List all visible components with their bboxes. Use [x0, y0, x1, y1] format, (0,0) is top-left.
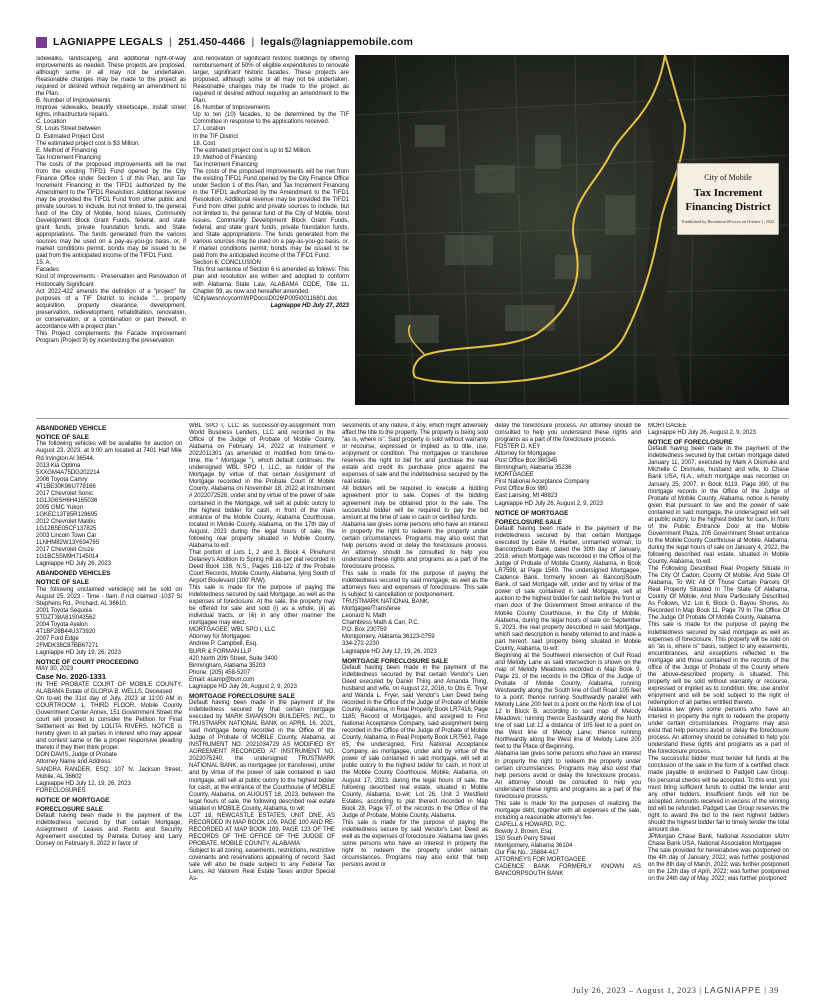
legal-text-line: Subject to all zoning, easements, restrictions, restrictive covenants and reservations appearing of record. Said sale will also be made subject to any Federal Tax Liens, Ad Valorem Real Estate Taxes and/or Special As- — [189, 847, 335, 883]
legal-text-line: The following unclaimed vehicle(s) will be sold on August 25, 2023 - Time - 9am, if not claimed -1037 St Stephens Rd., Prichard, AL 36610. — [36, 586, 182, 607]
legal-text-line: Default having been made in the payment of the indebtedness secured by that certain Vendor's Lien Deed executed by Daniel Thing and Amanda Thing, husband and wife, on August 22, 2016, to Otis E. Tryer and Wanda L. Fryer, said Vendor's Lien Deed being recorded in the Office of the Judge of Probate of Mobile County, Alabama, in Real Property Book LR7416, Page 1185; Record of Mortgages, and assigned to First National Acceptance Company, said assignment being recorded in the Office of the Judge of Probate of Mobile County, Alabama, in Real Property Book LR7561, Page 85, the undersigned, First National Acceptance Company, as mortgagee, under and by virtue of the power of sale contained in said mortgage, will sell at public outcry to the highest bidder for cash, in front of the Mobile County Courthouse, Mobile, Alabama, on August 17, 2023, during the legal hours of sale, the following described real estate, situated in Mobile County, Alabama, to-wit: Lot 26, Unit 2 Westfield Estates, according to plat thereof recorded in Map Book 28, Page 97, of the records in the Office of the Judge of Probate, Mobile County, Alabama. — [342, 664, 488, 819]
legal-text-line: Default having been made in the payment of the indebtedness secured by that certain mortgage dated January 11, 2007, executed by Mark A Dismuke and Michelle C Dismuke, husband and wife, to Chase Bank USA, N.A., which mortgage was recorded on January 25, 2007, in Book 6119, Page 390, of the mortgage records in the Office of the Judge of Probate of Mobile County, Alabama, notice is hereby given that pursuant to law and the power of sale contained in said mortgage, the undersigned will sell at public outcry, to the highest bidder for cash, in front of the Public Entrance Door at the Mobile Government Plaza, 205 Government Street entrance to the Mobile County Courthouse at Mobile, Alabama, during the legal hours of sale on January 4, 2022, the following described real estate, situated in Mobile County, Alabama, to-wit: — [648, 446, 789, 566]
legal-text-line: The successful bidder must tender full funds at the conclusion of the sale in the form of a certified check made payable or endorsed to Padgett Law Group. No personal checks will be accepted. To this end, you must bring sufficient funds to outbid the lender and any other bidders. Insufficient funds will not be accepted. Amounts received in excess of the winning bid will be refunded. Padgett Law Group reserves the right to award the bid to the next highest bidders should the highest bidder fail to timely tender the total amount due. — [648, 756, 789, 833]
legal-text-line: CAPELL & HOWARD, P.C. — [495, 821, 566, 828]
legal-text-line: 5TDZT38A81S043562 — [36, 614, 96, 621]
legal-text-line: \\Citylawsrv\cycom\WPDocs\D026\P005\00116801.doc — [193, 295, 338, 302]
legal-text-line: Lagniappe HD July 12, 19, 26, 2023 — [36, 780, 131, 787]
legal-text-line: This sale is made for the purposes of realizing the mortgage debt, together with all expenses of the sale, including a reasonable attorney's fee. — [495, 800, 641, 821]
legal-text-line: MORTGAGEE — [495, 472, 534, 479]
case-number: Case No. 2020-1331 — [36, 672, 107, 682]
notice-heading: NOTICE OF MORTGAGE — [36, 796, 110, 804]
footer-dates: July 26, 2023 – August 1, 2023 — [572, 985, 697, 995]
legal-text-line: The costs of the proposed improvements will be met from the existing TIFD1 Fund opened by the City Finance Office under Section 1 of this Plan, and Tax Increment Financing in the TIFD1 authorized by the Amendment to the TIFD1 Resolution. Additional revenue may be provided the TIFD1 Fund from other public and private sources to include, but not limited to, the general fund of the City of Mobile, bond issues, Community Development Block Grant Funds, federal, and state grant funds, private foundation funds, and State appropriations. The funds generated from the various sources may be used on a pay-as-you-go basis, or, if market conditions permit, bonds may be issued to be paid from the anticipated income of the TIFD1 Fund. — [36, 161, 186, 260]
legal-text-line: The estimated project cost is up to $2 Million. — [193, 147, 312, 154]
section-marker — [36, 37, 47, 48]
legal-text-line: The sale provided for hereinabove was postponed on the 4th day of January, 2022; was further postponed on the 8th day of March, 2022; was further postponed on the 12th day of April, 2022; was further postponed on the 24th day of May, 2022; was further postponed — [648, 847, 789, 883]
notice-heading: MORTGAGE FORECLOSURE SALE — [342, 657, 448, 665]
legal-text-line: 2017 Chevrolet Cruze — [36, 547, 94, 554]
legal-text-line: This sale is made for the purpose of paying the indebtedness secured by said Mortgage, as well as the expenses of foreclosure. At the sale, the property may be offered for sale and sold (i) as a whole, (ii) as individual tracts, or (iii) in any other manner the mortgagee may elect. — [189, 585, 335, 627]
notice-heading: ABANDONED VEHICLE — [36, 425, 107, 432]
notice-heading: MORTGAGE FORECLOSURE SALE — [189, 692, 295, 700]
legal-text-line: SANDRA RANDER, ESQ. 107 N. Jackson Street, Mobile, AL 36602 — [36, 766, 182, 780]
legal-text-line: FORECLOSURES — [36, 787, 86, 794]
header-phone: 251.450-4466 — [178, 36, 246, 48]
legal-text-line: Facades — [36, 267, 59, 274]
legal-column-4 — [495, 423, 641, 978]
legal-text-line: Lagniappe HD July 26, August 2, 9, 2023 — [648, 430, 756, 437]
map-legend-title: City of Mobile — [704, 173, 752, 182]
legal-text-line: FOSTER D. KEY — [495, 444, 541, 451]
legal-column-5 — [648, 423, 789, 978]
header-separator-2: | — [251, 36, 255, 48]
legal-text-line: 2FMDK38C87BB67271 — [36, 643, 99, 650]
legal-text-line: Mortgagee/Transferee — [342, 606, 401, 613]
legal-text-line: 19. Method of Financing — [193, 154, 257, 161]
legal-text-line: 2013 Kia Optima — [36, 462, 81, 469]
legal-column-top-middle — [193, 56, 349, 414]
notice-heading: FORECLOSURE SALE — [495, 518, 563, 526]
footer-brand: LAGNIAPPE — [704, 985, 762, 995]
legal-text-line: Birmingham, Alabama 35236 — [495, 465, 572, 472]
legal-text-line: The estimated project cost is $3 Million. — [36, 140, 140, 147]
legal-text-line: Lagniappe HD July 26, 2023 — [36, 561, 112, 568]
legal-text-line: Lagniappe HD July 12, 19, 26, 2023 — [342, 648, 437, 655]
legal-column-2 — [189, 423, 335, 978]
legal-text-line: CADENCE BANK FORMERLY KNOWN AS BANCORPSOUTH BANK — [495, 864, 641, 878]
legal-text-line: MORTGAGEE — [648, 423, 687, 429]
legal-text-line: Beginning at the Southwest intersection of Gulf Road and Melody Lane as said intersection is shown on the map of Melody Meadows recorded in Map Book 9, Page 23, of the records in the Office of the Judge of Probate of Mobile County, Alabama, running Westwardly along the South line of Gulf Road 105 feet to a point; thence running Southwardly parallel with Melody Lane 200 feet to a point on the North line of Lot 12 in Block B, according to said map of Melody Meadows; running thence Eastwardly along the North line of said Lot 12 a distance of 105 feet to a point on the West line of Melody Lane; thence running Northwardly along the West line of Melody Lane 200 feet to the Place of Beginning. — [495, 652, 641, 751]
legal-text-line: Attorney for Mortgagee — [495, 451, 556, 458]
header-email: legals@lagniappemobile.com — [260, 36, 414, 48]
legal-text-line: 2017 Chevrolet Sonic — [36, 490, 93, 497]
legal-text-line: 2007 Ford Edge — [36, 635, 79, 642]
notice-heading: FORECLOSURE SALE — [36, 805, 104, 813]
legal-text-line: This first sentence of Section 6 is amended as follows: This plan and resolution are written and adopted to conform with Alabama State Law, ALABAMA CODE, Title 11, Chapter 99, as now and hereafter amended. — [193, 267, 349, 295]
notice-heading: NOTICE OF FORECLOSURE — [648, 439, 733, 447]
legal-text-line: Attorney for Mortgagee: — [189, 634, 252, 641]
legal-text-line: 4T1BF28B44U373920 — [36, 628, 96, 635]
legal-text-line: The costs of the proposed improvements will be met from the existing TIFD1 Fund opened by the City Finance Office under Section 1 of this Plan, and Tax Increment Financing in the TIFD1 authorized by the Amendment to the TIFD1 Resolution. Additional revenue may be provided the TIFD1 Fund from other public and private sources to include, but not limited to, the general fund of the City of Mobile, bond issues, Community Development Block Grant Funds, federal, and state grant funds, private foundation funds, and State appropriations. The funds generated from the various sources may be used on a pay-as-you-go basis, or, if market conditions permit, bonds may be issued to be paid from the anticipated income of the TIFD1 Fund. — [193, 168, 349, 260]
notice-heading: NOTICE OF COURT PROCEEDING — [36, 659, 139, 667]
legal-column-3 — [342, 423, 488, 978]
legal-text-line: Alabama law gives some persons who have an interest in property the right to redeem the property under certain circumstances. Programs may also exist that help persons avoid or delay the foreclosure process. An attorney should be consulted to help you understand these rights and programs as a part of the foreclosure process. — [495, 751, 641, 800]
legal-text-line: and renovation of significant historic buildings by offering reimbursement of 50% of eligible expenditures to renovate larger, significant historic facades. These projects are proposed, although some or all may not be undertaken. Reasonable changes may be made to the project as required or desired without requiring an amendment to the Plan. — [193, 56, 349, 105]
legal-text-line: Lagniappe HD July 26, August 2, 9, 2023 — [189, 683, 297, 690]
legal-text-line: delay the foreclosure process. An attorney should be consulted to help you understand these rights and programs as a part of the foreclosure process. — [495, 423, 641, 444]
legal-text-line: Andrew P. Campbell, Esq. — [189, 641, 258, 648]
legal-text-line: 150 South Perry Street — [495, 836, 556, 843]
legal-text-line: LOT 18, NEWCASTLE ESTATES, UNIT ONE, AS RECORDED IN MAP BOOK 109, PAGE 100 AND RE-RECORDED AT MAP BOOK 109, PAGE 123 OF THE RECORDS OF THE OFFICE OF THE JUDGE OF PROBATE, MOBILE COUNTY, ALABAMA — [189, 812, 335, 847]
page-header — [36, 34, 413, 50]
legal-text-line: Up to ten (10) facades, to be determined by the TIF Committee in response to the applications received. — [193, 112, 349, 126]
legal-text-line: Tax Increment Financing — [193, 161, 258, 168]
section-title: LAGNIAPPE LEGALS — [53, 36, 163, 48]
page-footer — [572, 985, 779, 995]
map-legend-note: Established by Resolution 60-xxxx on October 1, 2022 — [681, 219, 775, 224]
legal-text-line: Attorney Name and Address: — [36, 759, 113, 766]
legal-column-top-left — [36, 56, 186, 414]
legal-text-line: 18. Cost — [193, 140, 216, 147]
legal-text-line: Post Office Box 980 — [495, 486, 548, 493]
legal-text-line: This sale is made for the purpose of paying the indebtedness secured by said mortgage as well as expenses of foreclosure. This property will be sold on an "as is, where is" basis, subject to any easements, encumbrances, and exceptions reflected in the mortgage and those contained in the records of the office of the Judge of Probate of the County where the above-described property is situated. This property will be sold without warranty or recourse, expressed or implied as to condition, title, use and/or enjoyment and will be sold subject to the right of redemption of all parties entitled thereto. — [648, 622, 789, 706]
legal-text-line: 1LNHM82W13Y634765 — [36, 540, 100, 547]
legal-text-line: 4T1BE30K96U778166 — [36, 483, 96, 490]
legal-text-line: TRUSTMARK NATIONAL BANK, — [342, 599, 430, 606]
legal-text-line: This sale is made for the purpose of paying the indebtedness secured by said mortgage, as well as the attorneys fees and expenses of foreclosure. This sale is subject to cancellation or postponement. — [342, 570, 488, 599]
legal-text-line: 2003 Lincoln Town Car — [36, 533, 97, 540]
legal-text-line: Phone: (205) 458-5207 — [189, 669, 251, 676]
legal-text-line: WBL SPO I, LLC as successor-by-assignment from World Business Lenders, LLC and recorded in the Office of the Judge of Probate of Mobile County, Alabama on February 14, 2022 at Instrument # 2022011301 (as amended or modified from time-to-time, the " Mortgage "), which default continues, the undersigned WBL SPO I, LLC, as holder of the Mortgage by virtue of that certain Assignment of Mortgage recorded in the Probate Court of Mobile County, Alabama on November 18, 2022 at Instrument # 2022072528, under and by virtue of the power of sale contained in the Mortgage, will sell at public outcry to the highest bidder for cash, in front of the main entrance of the Mobile County, Alabama Courthouse, located in Mobile County, Alabama, on the 17th day of August, 2023 during the legal hours of sale, the following real property situated in Mobile County, Alabama to-wit: — [189, 423, 335, 549]
legal-text-line: That portion of Lots 1, 2 and 3, Block 4, Pinehurst Delaney's Addition to Spring Hill as per plat recorded in Deed Book 138, N.S., Pages 118-122 of the Probate Court Records, Mobile County, Alabama, lying South of Airport Boulevard (100' R/W). — [189, 549, 335, 585]
legal-text-line: Act 2022-422 amends the definition of a "project" for purposes of a TIF District to include "... property acquisition, property clearance, development, preservation, redevelopment, rehabilitation, renovation, or conservation, or a combination or part thereof, in accordance with a project plan." — [36, 288, 186, 330]
legal-text-line: E. Method of Financing — [36, 147, 98, 154]
legal-text-line: St. Louis Street between — [36, 126, 101, 133]
legal-text-line: Alabama law gives some persons who have an interest in property the right to redeem the property under certain circumstances. Programs may also exist that help persons avoid or delay the foreclosure process. An attorney should be consulted to help you understand these rights and programs as a part of the foreclosure process. — [342, 521, 488, 570]
legal-text-line: MAY 30, 2023 — [36, 666, 74, 673]
legal-text-line: DON DAVIS, Judge of Probate — [36, 752, 117, 759]
legal-text-line: BURR & FORMAN LLP — [189, 648, 252, 655]
legal-text-line: This Project complements the Facade Improvement Program (Project 9) by incentivizing the preservation — [36, 330, 186, 344]
legal-text-line: 5XXGM4A75DG202214 — [36, 469, 100, 476]
map-legend-subtitle-1: Tax Increment — [693, 187, 763, 199]
legal-text-line: MORTGAGEE: WBL SPO I, LLC — [189, 627, 276, 634]
legal-text-line: 420 North 20th Street, Suite 3400 — [189, 655, 278, 662]
legal-text-line: East Lansing, MI 48823 — [495, 493, 558, 500]
legal-text-line: The following vehicles will be available for auction on August 23, 2023, at 9:00 am located at 7401 Half Mile Rd Irvington Al 36544. — [36, 441, 182, 462]
legal-text-line: sessments of any nature, if any, which might adversely affect the title to the property. The property is being sold "as is, where is". Said property is sold without warranty or recourse, expressed or implied as to title, use, enjoyment or condition. The mortgagee or transferee reserves the right to bid for and purchase the real estate and credit its purchase price against the expenses of sale and the indebtedness secured by the real estate. — [342, 423, 488, 486]
legal-text-line: In the TIF District — [193, 133, 238, 140]
legal-text-line: Bowdy J. Brown, Esq. — [495, 828, 553, 835]
legal-text-line: Leonard N. Math — [342, 613, 387, 620]
legal-text-line: Email: acamp@burr.com — [189, 676, 255, 683]
legal-text-line: D. Estimated Project Cost — [36, 133, 104, 140]
map-legend-subtitle-2: Financing District — [685, 201, 771, 213]
legal-text-line: Our File No.: 25884-417 — [495, 850, 559, 857]
notice-heading: NOTICE OF SALE — [36, 434, 89, 442]
legal-text-line: 17. Location — [193, 126, 226, 133]
legal-text-line: First National Acceptance Company — [495, 479, 590, 486]
legal-text-line: IN THE PROBATE COURT OF MOBILE COUNTY, ALABAMA Estate of GLORIA B. WELLS, Deceased — [36, 681, 182, 696]
notice-heading: NOTICE OF MORTGAGE — [495, 509, 569, 517]
legal-text-line: 15. A. — [36, 260, 52, 267]
legal-text-line: Lagniappe HD July 26, August 2, 9, 2023 — [495, 500, 603, 507]
legal-text-line: 16. Number of Improvements — [193, 105, 271, 112]
legal-text-line: JPMorgan Chase Bank, National Association s/b/m Chase Bank USA, National Association Mortgagee — [648, 833, 789, 847]
legal-text-line: All bidders will be required to execute a bidding agreement prior to sale. Copies of the bidding agreement may be obtained prior to the sale. The successful bidder will be required to pay the bid amount at the time of sale in cash or certified funds. — [342, 486, 488, 521]
legal-text-line: The Following Described Real Property Situate In The City Of Cadon, County Of Mobile, And State Of Alabama, To Wit: All Of Those Certain Parcels Of Real Property Situated In The State Of Alabama, County Of Mobile, And More Particularly Described As Follows, Viz: Lot 6, Block G, Bayou Shores, As Recorded In Map Book 11, Page 79 In The Office Of The Judge Of Probate Of Mobile County, Alabama. — [648, 566, 789, 622]
legal-text-line: Post Office Box 360345 — [495, 458, 558, 465]
tif-district-map — [355, 55, 789, 405]
legal-text-line: Section 6: CONCLUSION — [193, 260, 261, 267]
notice-heading: NOTICE OF SALE — [36, 579, 89, 587]
legal-text-line: Kind of Improvements - Preservation and Renovation of Historically Significant — [36, 274, 186, 288]
notice-heading: ABANDONED VEHICLES — [36, 570, 111, 578]
legal-text-line: B. Number of Improvements — [36, 98, 111, 105]
page-number: 39 — [769, 985, 779, 995]
legal-text-line: 1G12B5E05CF137825 — [36, 525, 97, 532]
legal-text-line: 1G1JG6SH6H4165036 — [36, 497, 98, 504]
legal-text-line: 2012 Chevrolet Malibu — [36, 518, 96, 525]
legal-text-line: This sale is made for the purpose of paying the indebtedness secure by said Vendor's Lien Deed as well as the expenses of foreclosure. Alabama law gives some persons who have an interest in property the right to redeem the property under certain circumstances. Programs may also exist that help persons avoid or — [342, 819, 488, 869]
legal-text-line: Lagniappe HD July 19, 26, 2023 — [36, 650, 121, 657]
aerial-map-image — [355, 55, 789, 405]
section-divider — [36, 418, 789, 419]
legal-text-line: 2006 Toyota Camry — [36, 476, 88, 483]
legal-text-line: Tax Increment Financing — [36, 154, 101, 161]
header-separator: | — [168, 36, 173, 48]
legal-text-line: P.O. Box 230759 — [342, 627, 387, 634]
legal-text-line: 1G1BC5SM9H7145014 — [36, 554, 99, 561]
legal-text-line: ATTORNEYS FOR MORTGAGEE — [495, 857, 586, 864]
legal-text-line: Montgomery, Alabama 36104 — [495, 843, 573, 850]
legal-text-line: Alabama law gives some persons who have an interest in property the right to redeem the property under certain circumstances. Programs may also exist that help persons avoid or delay the foreclosure process. An attorney should be consulted to help you understand these rights and programs as a part of the foreclosure process. — [648, 707, 789, 756]
legal-text-line: Default having been made in the payment of the indebtedness secured by that certain mortgage executed by MARK SWANSON BUILDERS, INC., to TRUSTMARK NATIONAL BANK on APRIL 16, 2021, said mortgage being recorded in the Office of the Judge of Probate of MOBILE County, Alabama, at INSTRUMENT NO. 2021034729 AS MODIFIED BY AGREEMENT RECORDED AT INSTRUMENT NO. 2022075240, the undersigned TRUSTMARK NATIONAL BANK, as mortgagee (or transferee), under and by virtue of the power of sale contained in said mortgage, will sell at public outcry to the highest bidder for cash, at the entrance of the Courthouse of MOBILE County, Alabama, on AUGUST 18, 2023, between the legal hours of sale, the following described real estate situated in MOBILE County, Alabama, to wit: — [189, 699, 335, 812]
legal-text-line: Montgomery, Alabama 36123-0759 — [342, 634, 435, 641]
legal-text-line: 334-272-2230 — [342, 641, 380, 648]
legal-text-line: Default having been made in the payment of the indebtedness secured by that certain Mortgage, Assignment of Leases and Rents and Security Agreement executed by Pamela Dorsey and Larry Dorsey on February 8, 2022 in favor of — [36, 813, 182, 848]
legal-text-line: Improve sidewalks, beautify streetscape, install street lights, infrastructure repairs. — [36, 105, 186, 119]
legal-text-line: 2005 GMC Yukon — [36, 504, 83, 511]
legal-text-line: 2004 Toyota Avalon — [36, 621, 88, 628]
legal-text-line: Default having been made in the payment of the indebtedness secured by that certain Mortgage executed by Leslie M. Harber, unmarried woman, to BancorpSouth Bank, dated the 30th day of January, 2018, which Mortgage was recorded in the Office of the Judge of Probate of Mobile County, Alabama, in Book LR7599, at Page 1569. The undersigned Mortgagee, Cadence Bank, formerly known as BancorpSouth Bank, of said Mortgage will, under and by virtue of the power of sale contained in said Mortgage, sell at auction to the highest bidder for cash before the front or main door of the Government Street entrance of the Mobile County Courthouse, in the City of Mobile, Alabama, during the legal hours of sale on September 5, 2023, the real property described in said Mortgage, which said description is hereby referred to and made a part hereof, said property being situated in Mobile County, Alabama, to-wit: — [495, 525, 641, 652]
legal-text-line: Chambless Math & Carr, P.C. — [342, 620, 420, 627]
legal-text-line: Birmingham, Alabama 35203 — [189, 662, 266, 669]
legal-text-line: 2001 Toyota Sequoia — [36, 607, 92, 614]
legal-text-line: sidewalks, landscaping, and additional right-of-way improvements as needed. These projects are proposed, although some or all may not be undertaken. Reasonable changes may be made to the project as required or desired without requiring an amendment to the Plan. — [36, 56, 186, 98]
footer-separator-2: | — [764, 985, 767, 995]
legal-text-line: C. Location — [36, 119, 67, 126]
legal-text-line: On to-wit the 31st day of July, 2023 at 11:00 AM in COURTROOM 1, THIRD FLOOR, Mobile County Government Center Annex, 151 Government Street the court will proceed to consider the Petition for Final Settlement as filed by LOLITA RIVERS. NOTICE is hereby given to all parties in interest who may appear and contest same or file a proper responsive pleading thereto if they then think proper. — [36, 696, 182, 752]
footer-separator: | — [699, 985, 702, 995]
legal-column-1 — [36, 423, 182, 978]
legal-text-line: Lagniappe HD July 27, 2023 — [270, 302, 349, 309]
legal-text-line: 1GKEC13T85R128695 — [36, 511, 98, 518]
